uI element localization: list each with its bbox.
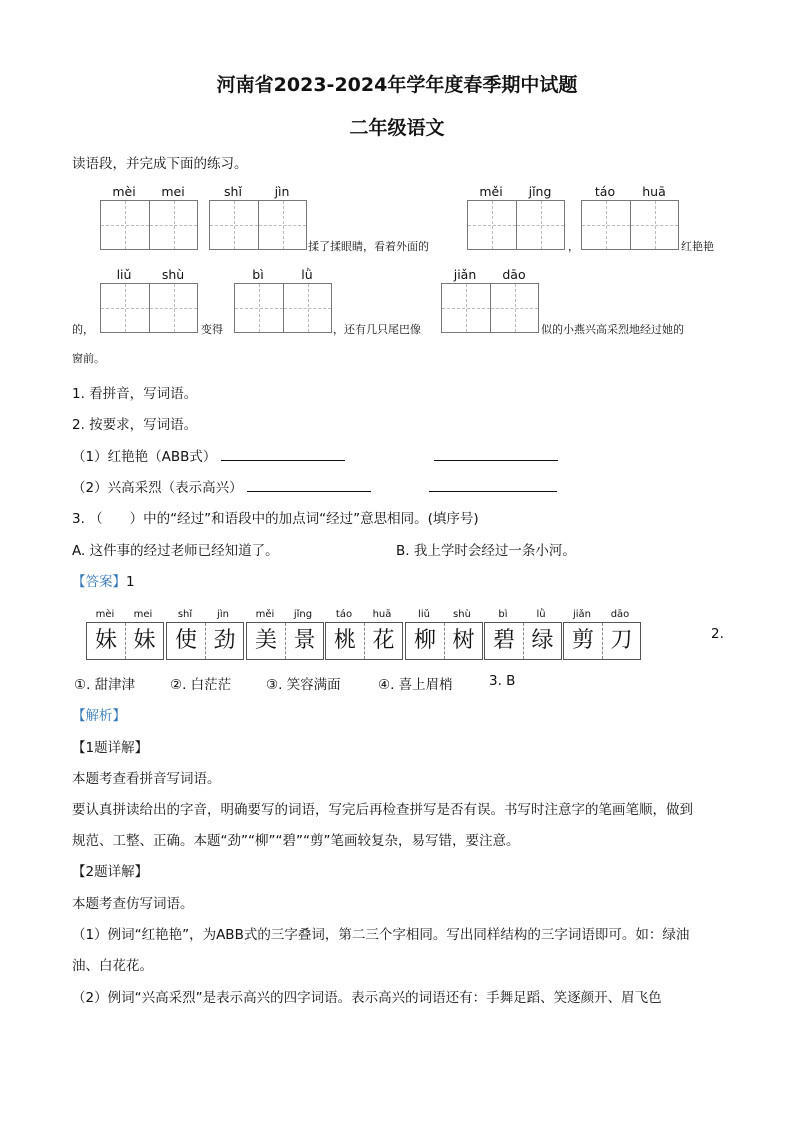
pinyin: dāo bbox=[610, 609, 630, 620]
pinyin: jìn bbox=[217, 609, 229, 620]
answer-item: ③. 笑容满面 bbox=[266, 677, 341, 693]
pinyin: mei bbox=[133, 609, 153, 620]
answer-char: 桃 bbox=[333, 628, 356, 653]
pinyin: bì bbox=[252, 267, 264, 282]
pinyin: shù bbox=[161, 267, 185, 282]
answer-number: 1 bbox=[126, 574, 135, 590]
answer-grid bbox=[484, 622, 562, 660]
passage-text: 窗前。 bbox=[72, 352, 105, 365]
option-b: B. 我上学时会经过一条小河。 bbox=[396, 543, 576, 559]
writing-grid[interactable] bbox=[100, 283, 198, 333]
analysis-text: 规范、工整、正确。本题“劲”“柳”“碧”“剪”笔画较复杂，易写错，要注意。 bbox=[72, 833, 520, 849]
option-a: A. 这件事的经过老师已经知道了。 bbox=[72, 543, 279, 559]
pinyin: dāo bbox=[502, 267, 526, 282]
answer-grid bbox=[325, 622, 403, 660]
passage-text: 的， bbox=[72, 323, 94, 336]
analysis-text: 本题考查仿写词语。 bbox=[72, 896, 194, 912]
answer-grid bbox=[405, 622, 483, 660]
question-2-1-text: （1）红艳艳（ABB式） bbox=[72, 449, 217, 465]
pinyin: jiǎn bbox=[453, 267, 477, 282]
writing-grid[interactable] bbox=[467, 200, 565, 250]
analysis-text: （2）例词“兴高采烈”是表示高兴的四字词语。表示高兴的词语还有：手舞足蹈、笑逐颜开、眉飞色 bbox=[72, 990, 662, 1006]
pinyin: měi bbox=[479, 184, 503, 199]
pinyin: lǜ bbox=[301, 267, 313, 282]
answer-grid bbox=[563, 622, 641, 660]
passage-text: 似的小燕兴高采烈地经过她的 bbox=[541, 323, 684, 336]
answer-char: 美 bbox=[254, 628, 277, 653]
question-2-2 bbox=[72, 476, 557, 496]
pinyin: huā bbox=[642, 184, 666, 199]
pinyin: shǐ bbox=[177, 609, 193, 620]
pinyin: huā bbox=[372, 609, 392, 620]
pinyin: jǐng bbox=[528, 184, 552, 199]
pinyin: bì bbox=[498, 609, 508, 620]
pinyin: shǐ bbox=[224, 184, 242, 199]
answer-grid bbox=[86, 622, 164, 660]
answer-blank[interactable] bbox=[247, 479, 371, 492]
writing-grid[interactable] bbox=[234, 283, 332, 333]
question-3: 3. （ ）中的“经过”和语段中的加点词“经过”意思相同。(填序号) bbox=[72, 511, 479, 527]
pinyin: měi bbox=[255, 609, 275, 620]
answer-char: 柳 bbox=[413, 628, 436, 653]
passage-text: ， bbox=[568, 240, 579, 253]
pinyin: mèi bbox=[112, 184, 136, 199]
answer-heading bbox=[72, 570, 135, 590]
answer-item: 3. B bbox=[489, 673, 516, 689]
answer-char: 劲 bbox=[205, 623, 243, 659]
pinyin: táo bbox=[594, 184, 616, 199]
answer-char: 树 bbox=[444, 623, 482, 659]
pinyin: jiǎn bbox=[572, 609, 592, 620]
analysis-text: 本题考查看拼音写词语。 bbox=[72, 771, 221, 787]
pinyin: mèi bbox=[95, 609, 115, 620]
answer-blank[interactable] bbox=[221, 448, 345, 461]
analysis-text: 要认真拼读给出的字音，明确要写的词语，写完后再检查拼写是否有误。书写时注意字的笔画笔顺，做到 bbox=[72, 802, 693, 818]
pinyin: jìn bbox=[274, 184, 290, 199]
answer-item: ④. 喜上眉梢 bbox=[378, 677, 453, 693]
pinyin: jǐng bbox=[293, 609, 313, 620]
passage-text: ，还有几只尾巴像 bbox=[333, 323, 421, 336]
analysis-text: 油、白花花。 bbox=[72, 958, 153, 974]
pinyin: liǔ bbox=[418, 609, 430, 620]
answer-char: 刀 bbox=[602, 623, 640, 659]
analysis-heading: 【2题详解】 bbox=[72, 864, 149, 880]
passage-text: 变得 bbox=[201, 323, 223, 336]
analysis-text: （1）例词“红艳艳”，为ABB式的三字叠词，第二三个字相同。写出同样结构的三字词语即可。如：绿油 bbox=[72, 927, 690, 943]
answer-char: 花 bbox=[364, 623, 402, 659]
pinyin: mei bbox=[161, 184, 185, 199]
question-2-1 bbox=[72, 445, 558, 465]
answer-char: 剪 bbox=[571, 628, 594, 653]
instruction: 读语段，并完成下面的练习。 bbox=[72, 156, 248, 172]
passage-text: 红艳艳 bbox=[681, 240, 714, 253]
pinyin: táo bbox=[335, 609, 353, 620]
answer-item: ①. 甜津津 bbox=[74, 677, 136, 693]
answer-char: 绿 bbox=[523, 623, 561, 659]
question-1: 1. 看拼音，写词语。 bbox=[72, 386, 198, 402]
answer-char: 妹 bbox=[94, 628, 117, 653]
answer-grid bbox=[166, 622, 244, 660]
page-subtitle: 二年级语文 bbox=[349, 117, 445, 139]
writing-grid[interactable] bbox=[581, 200, 679, 250]
pinyin: lǜ bbox=[536, 609, 546, 620]
analysis-label: 【解析】 bbox=[72, 708, 126, 724]
answer-char: 碧 bbox=[492, 628, 515, 653]
writing-grid[interactable] bbox=[441, 283, 539, 333]
passage-text: 揉了揉眼睛，看着外面的 bbox=[308, 240, 429, 253]
answer-char: 使 bbox=[174, 628, 197, 653]
answer-char: 景 bbox=[285, 623, 323, 659]
writing-grid[interactable] bbox=[209, 200, 307, 250]
pinyin: liǔ bbox=[116, 267, 132, 282]
question-2-2-text: （2）兴高采烈（表示高兴） bbox=[72, 480, 243, 496]
analysis-heading: 【1题详解】 bbox=[72, 740, 149, 756]
writing-grid[interactable] bbox=[100, 200, 198, 250]
answer-char: 妹 bbox=[125, 623, 163, 659]
pinyin: shù bbox=[453, 609, 471, 620]
page-title: 河南省2023-2024年学年度春季期中试题 bbox=[216, 74, 578, 96]
answer-number: 2. bbox=[711, 626, 724, 642]
answer-blank[interactable] bbox=[434, 448, 558, 461]
answer-blank[interactable] bbox=[429, 479, 557, 492]
question-2: 2. 按要求，写词语。 bbox=[72, 417, 198, 433]
answer-item: ②. 白茫茫 bbox=[170, 677, 232, 693]
answer-grid bbox=[246, 622, 324, 660]
answer-label: 【答案】 bbox=[72, 574, 126, 590]
